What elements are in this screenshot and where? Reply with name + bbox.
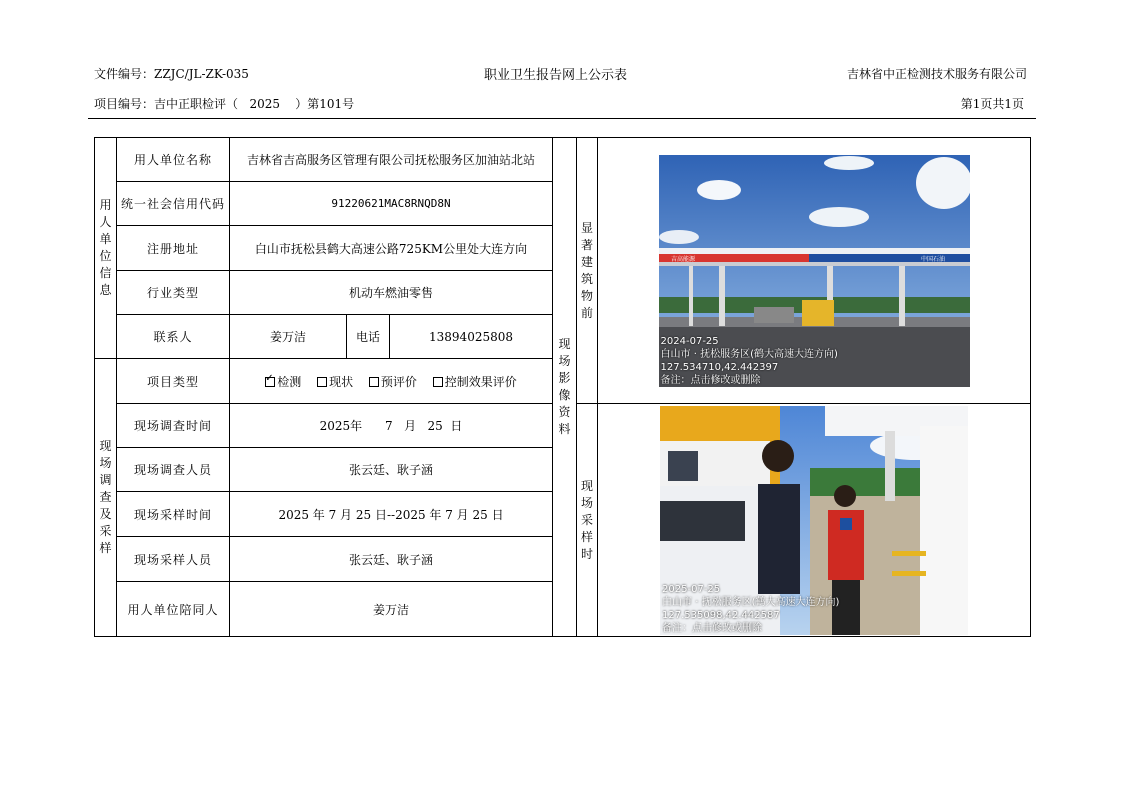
building-photo [659,155,970,387]
section-sampling: 现场采样时 [577,404,598,637]
survey-staff-value: 张云廷、耿子涵 [230,448,553,492]
credit-code-value: 91220621MAC8RNQD8N [230,182,553,226]
checkbox-control-effect [433,377,443,387]
project-type-pre-evaluation-label: 预评价 [380,374,417,389]
project-type-control-effect [433,373,517,390]
checkbox-detection [265,377,275,387]
station-sign-left: 吉高能源 [670,256,695,263]
industry-value: 机动车燃油零售 [230,271,553,315]
employer-name-value: 吉林省吉高服务区管理有限公司抚松服务区加油站北站 [230,138,553,182]
contact-value: 姜万洁 [230,315,347,359]
document-title: 职业卫生报告网上公示表 [484,68,628,83]
project-type-control-effect-label: 控制效果评价 [444,374,517,389]
address-label: 注册地址 [117,226,230,271]
building-photo-stamp [661,335,838,387]
sampling-photo-coords: 127.535098,42.442587 [662,609,780,621]
page-number: 第1页共1页 [960,97,1024,111]
header-rule [88,118,1036,119]
phone-label: 电话 [347,315,390,359]
sampling-photo-stamp [662,583,839,635]
section-site-images: 现场影像资料 [553,138,577,637]
sampling-photo-date: 2025-07-25 [662,583,721,595]
sampling-photo-note: 备注：点击修改或删除 [662,622,763,634]
escort-label: 用人单位陪同人 [117,582,230,637]
survey-time-value: 2025年 7 月 25 日 [230,404,553,448]
sampling-photo-cell [598,404,1031,637]
project-type-label: 项目类型 [117,359,230,404]
building-photo-cell [598,138,1031,404]
station-sign-right: 中国石油 [920,256,945,263]
building-photo-coords: 127.534710,42.442397 [660,361,779,373]
section-employer-info: 用人单位信息 [95,138,117,359]
sampling-photo [660,406,968,635]
project-number: 项目编号：吉中正职检评（ 2025 ）第101号 [94,97,355,111]
employer-name-label: 用人单位名称 [117,138,230,182]
escort-value: 姜万洁 [230,582,553,637]
project-type-options [230,359,553,404]
survey-time-label: 现场调查时间 [117,404,230,448]
sampling-time-value: 2025 年 7 月 25 日--2025 年 7 月 25 日 [230,492,553,537]
section-building: 显著建筑物前 [577,138,598,404]
address-value: 白山市抚松县鹤大高速公路725KM公里处大连方向 [230,226,553,271]
credit-code-label: 统一社会信用代码 [117,182,230,226]
industry-label: 行业类型 [117,271,230,315]
phone-value: 13894025808 [390,315,553,359]
project-type-status-label: 现状 [329,374,354,389]
contact-label: 联系人 [117,315,230,359]
survey-staff-label: 现场调查人员 [117,448,230,492]
building-photo-place: 白山市 · 抚松服务区(鹤大高速大连方向) [660,348,838,360]
project-type-pre-evaluation [369,373,417,390]
project-type-detection-label: 检测 [277,374,302,389]
sampling-photo-place: 白山市 · 抚松服务区(鹤大高速大连方向) [662,596,840,608]
disclosure-table [94,137,1031,637]
section-survey-sampling: 现场调查及采样 [95,359,117,637]
checkbox-status [317,377,327,387]
sampling-staff-label: 现场采样人员 [117,537,230,582]
building-photo-note: 备注：点击修改或删除 [660,374,761,386]
sampling-staff-value: 张云廷、耿子涵 [230,537,553,582]
file-number: 文件编号：ZZJC/JL-ZK-035 [94,67,249,81]
sampling-time-label: 现场采样时间 [117,492,230,537]
building-photo-date: 2024-07-25 [660,335,719,347]
company-name: 吉林省中正检测技术服务有限公司 [846,67,1027,81]
checkbox-pre-evaluation [369,377,379,387]
project-type-detection [265,373,301,390]
project-type-status [317,373,353,390]
